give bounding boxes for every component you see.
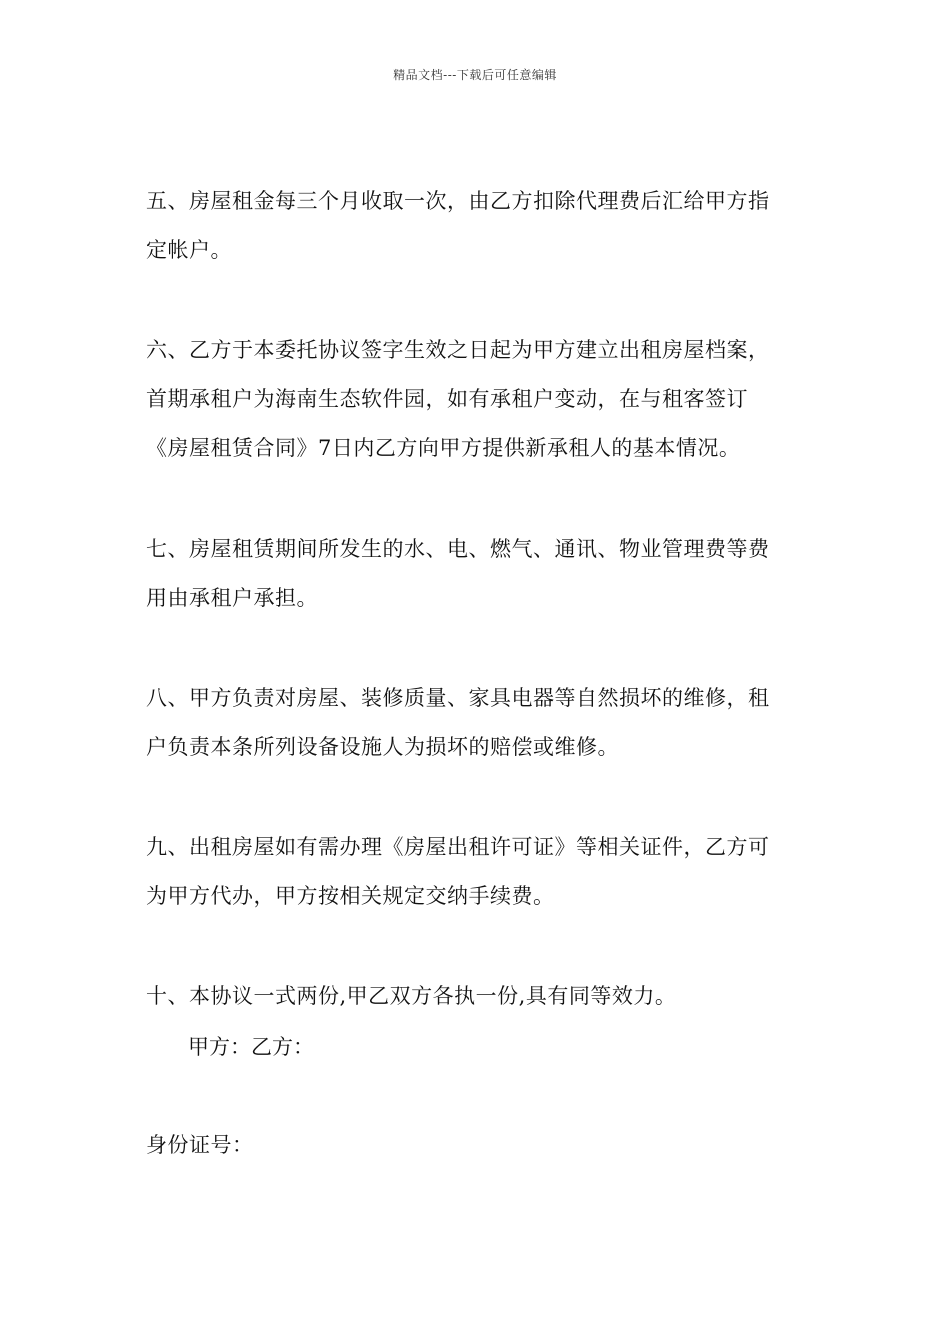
clause-line: 用由承租户承担。 <box>146 586 318 610</box>
clause-line: 六、乙方于本委托协议签字生效之日起为甲方建立出租房屋档案， <box>146 338 770 362</box>
clause-9 <box>146 823 808 921</box>
clause-line: 定帐户。 <box>146 238 232 262</box>
clause-line: 为甲方代办，甲方按相关规定交纳手续费。 <box>146 884 555 908</box>
clause-line: 八、甲方负责对房屋、装修质量、家具电器等自然损坏的维修，租 <box>146 686 770 710</box>
clause-5 <box>146 177 808 275</box>
clause-10 <box>146 972 808 1021</box>
page-header: 精品文档---下载后可任意编辑 <box>393 68 557 82</box>
clause-8 <box>146 674 808 772</box>
clause-line: 七、房屋租赁期间所发生的水、电、燃气、通讯、物业管理费等费 <box>146 537 770 561</box>
id-number-label: 身份证号： <box>146 1133 254 1157</box>
clause-line: 户负责本条所列设备设施人为损坏的赔偿或维修。 <box>146 735 619 759</box>
clause-6 <box>146 326 808 473</box>
signatories-line: 甲方：乙方： <box>188 1035 314 1059</box>
clause-line: 十、本协议一式两份,甲乙双方各执一份,具有同等效力。 <box>146 984 677 1008</box>
clause-line: 首期承租户为海南生态软件园，如有承租户变动，在与租客签订 <box>146 387 748 411</box>
clause-line: 九、出租房屋如有需办理《房屋出租许可证》等相关证件，乙方可 <box>146 835 770 859</box>
clause-line: 《房屋租赁合同》7日内乙方向甲方提供新承租人的基本情况。 <box>146 436 741 460</box>
clause-line: 五、房屋租金每三个月收取一次，由乙方扣除代理费后汇给甲方指 <box>146 189 770 213</box>
clause-7 <box>146 525 808 623</box>
